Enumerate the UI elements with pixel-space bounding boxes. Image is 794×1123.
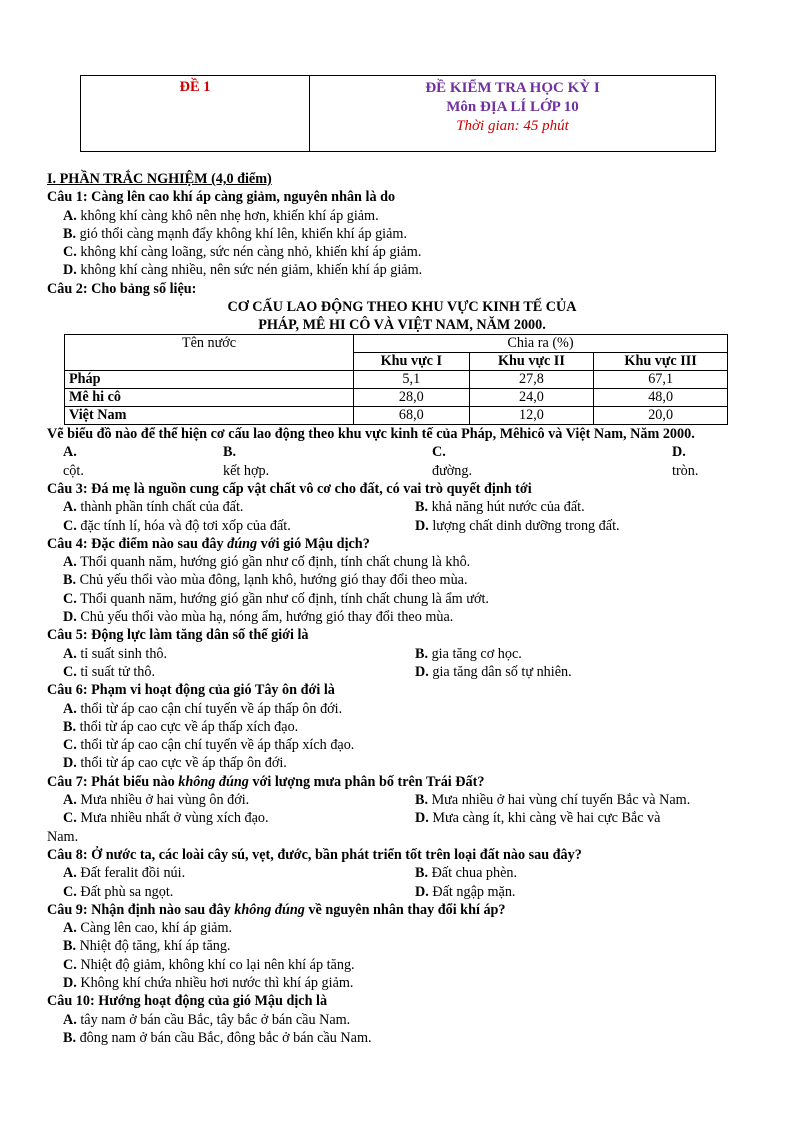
q7-option-d-continued: Nam. <box>47 828 79 845</box>
q3-option-d: D. lượng chất dinh dưỡng trong đất. <box>415 517 620 534</box>
q9-option-d: D. Không khí chứa nhiều hơi nước thì khí áp giảm. <box>63 974 354 991</box>
question-5: Câu 5: Động lực làm tăng dân số thế giới là <box>47 627 309 644</box>
q1-option-a: A. không khí càng khô nên nhẹ hơn, khiến khí áp giảm. <box>63 207 379 224</box>
q6-option-c: C. thổi từ áp cao cận chí tuyến về áp thấp xích đạo. <box>63 737 355 754</box>
q9-option-b: B. Nhiệt độ tăng, khí áp tăng. <box>63 938 231 955</box>
q6-option-a: A. thổi từ áp cao cận chí tuyến về áp thấp ôn đới. <box>63 700 343 717</box>
cell-value: 28,0 <box>354 389 470 407</box>
exam-title: ĐỀ KIỂM TRA HỌC KỲ I <box>425 80 600 96</box>
table-row <box>65 389 728 407</box>
section-title: I. PHẦN TRẮC NGHIỆM (4,0 điểm) <box>47 171 272 187</box>
q7-row-1 <box>47 791 757 809</box>
question-1: Câu 1: Càng lên cao khí áp càng giảm, nguyên nhân là do <box>47 189 396 206</box>
q3-option-a: A. thành phần tính chất của đất. <box>63 499 244 516</box>
question-2-prompt: Vẽ biểu đồ nào để thể hiện cơ cấu lao động theo khu vực kinh tế của Pháp, Mêhicô và Việt Nam, Năm 2000. <box>47 426 695 443</box>
q9-option-c: C. Nhiệt độ giảm, không khí co lại nên khí áp tăng. <box>63 956 355 973</box>
table-row <box>65 371 728 389</box>
q2-option-a: A. cột. <box>63 444 84 479</box>
table-title-line-2: PHÁP, MÊ HI CÔ VÀ VIỆT NAM, NĂM 2000. <box>258 317 546 334</box>
q8-row-1 <box>47 864 757 882</box>
q2-options <box>47 443 757 480</box>
cell-value: 20,0 <box>594 407 728 425</box>
q5-option-b: B. gia tăng cơ học. <box>415 645 522 662</box>
q4-option-d: D. Chủ yếu thổi vào mùa hạ, nóng ẩm, hướng gió thay đổi theo mùa. <box>63 609 454 626</box>
cell-value: 48,0 <box>594 389 728 407</box>
q8-option-d: D. Đất ngập mặn. <box>415 883 516 900</box>
q5-row-1 <box>47 645 757 663</box>
col-sector-1: Khu vực I <box>354 353 470 371</box>
question-4: Câu 4: Đặc điểm nào sau đây đúng với gió Mậu dịch? <box>47 535 370 552</box>
q5-option-c: C. tỉ suất tử thô. <box>63 663 156 680</box>
q7-option-d: D. Mưa càng ít, khi càng về hai cực Bắc và <box>415 810 661 827</box>
cell-value: 68,0 <box>354 407 470 425</box>
q2-option-c: C. đường. <box>432 444 473 479</box>
cell-value: 67,1 <box>594 371 728 389</box>
question-2: Câu 2: Cho bảng số liệu: <box>47 280 197 297</box>
exam-subject: Môn ĐỊA LÍ LỚP 10 <box>446 99 579 115</box>
q4-option-a: A. Thổi quanh năm, hướng gió gần như cố định, tính chất chung là khô. <box>63 554 471 571</box>
q4-option-c: C. Thổi quanh năm, hướng gió gần như cố định, tính chất chung là ẩm ướt. <box>63 590 489 607</box>
question-9: Câu 9: Nhận định nào sau đây không đúng về nguyên nhân thay đổi khí áp? <box>47 901 506 918</box>
table-title-line-1: CƠ CẤU LAO ĐỘNG THEO KHU VỰC KINH TẾ CỦA <box>227 299 577 316</box>
q7-option-b: B. Mưa nhiều ở hai vùng chí tuyến Bắc và Nam. <box>415 792 691 809</box>
q3-row-2 <box>47 517 757 535</box>
q6-option-b: B. thổi từ áp cao cực về áp thấp xích đạo. <box>63 718 299 735</box>
q3-option-b: B. khả năng hút nước của đất. <box>415 499 585 516</box>
cell-value: 5,1 <box>354 371 470 389</box>
question-3: Câu 3: Đá mẹ là nguồn cung cấp vật chất vô cơ cho đất, có vai trò quyết định tới <box>47 480 532 497</box>
question-6: Câu 6: Phạm vi hoạt động của gió Tây ôn đới là <box>47 682 335 699</box>
col-sector-2: Khu vực II <box>469 353 594 371</box>
col-country-header: Tên nước <box>65 335 354 371</box>
q8-option-b: B. Đất chua phèn. <box>415 865 518 882</box>
q1-option-b: B. gió thổi càng mạnh đẩy không khí lên, khiến khí áp giảm. <box>63 225 407 242</box>
exam-header-info <box>310 76 715 151</box>
q9-option-a: A. Càng lên cao, khí áp giảm. <box>63 920 233 937</box>
row-country: Pháp <box>65 371 354 389</box>
table-row <box>65 407 728 425</box>
exam-time: Thời gian: 45 phút <box>456 118 569 134</box>
q2-option-d: D. tròn. <box>672 444 699 479</box>
q7-row-2 <box>47 809 757 827</box>
q8-row-2 <box>47 883 757 901</box>
exam-header-box <box>80 75 716 152</box>
q5-row-2 <box>47 663 757 681</box>
q7-option-a: A. Mưa nhiều ở hai vùng ôn đới. <box>63 792 250 809</box>
exam-body <box>47 170 757 1047</box>
q10-option-a: A. tây nam ở bán cầu Bắc, tây bắc ở bán cầu Nam. <box>63 1011 351 1028</box>
cell-value: 12,0 <box>469 407 594 425</box>
q10-option-b: B. đông nam ở bán cầu Bắc, đông bắc ở bán cầu Nam. <box>63 1029 372 1046</box>
cell-value: 27,8 <box>469 371 594 389</box>
row-country: Việt Nam <box>65 407 354 425</box>
row-country: Mê hi cô <box>65 389 354 407</box>
q6-option-d: D. thổi từ áp cao cực về áp thấp ôn đới. <box>63 755 287 772</box>
question-7: Câu 7: Phát biểu nào không đúng với lượng mưa phân bố trên Trái Đất? <box>47 773 485 790</box>
labor-structure-table <box>64 334 728 425</box>
question-8: Câu 8: Ở nước ta, các loài cây sú, vẹt, đước, bần phát triển tốt trên loại đất nào sau đây? <box>47 846 582 863</box>
q5-option-d: D. gia tăng dân số tự nhiên. <box>415 663 572 680</box>
q8-option-c: C. Đất phù sa ngọt. <box>63 883 174 900</box>
cell-value: 24,0 <box>469 389 594 407</box>
q1-option-d: D. không khí càng nhiều, nên sức nén giảm, khiến khí áp giảm. <box>63 262 423 279</box>
q2-option-b: B. kết hợp. <box>223 444 270 479</box>
q8-option-a: A. Đất feralit đồi núi. <box>63 865 186 882</box>
q4-option-b: B. Chủ yếu thổi vào mùa đông, lạnh khô, hướng gió thay đổi theo mùa. <box>63 572 468 589</box>
col-sector-3: Khu vực III <box>594 353 728 371</box>
q3-option-c: C. đặc tính lí, hóa và độ tơi xốp của đất. <box>63 517 291 534</box>
q5-option-a: A. tỉ suất sinh thô. <box>63 645 168 662</box>
q3-row-1 <box>47 498 757 516</box>
col-group-header: Chia ra (%) <box>354 335 728 353</box>
exam-code: ĐỀ 1 <box>81 76 310 151</box>
q7-option-c: C. Mưa nhiều nhất ở vùng xích đạo. <box>63 810 269 827</box>
question-10: Câu 10: Hướng hoạt động của gió Mậu dịch là <box>47 993 328 1010</box>
q1-option-c: C. không khí càng loãng, sức nén càng nhỏ, khiến khí áp giảm. <box>63 244 422 261</box>
